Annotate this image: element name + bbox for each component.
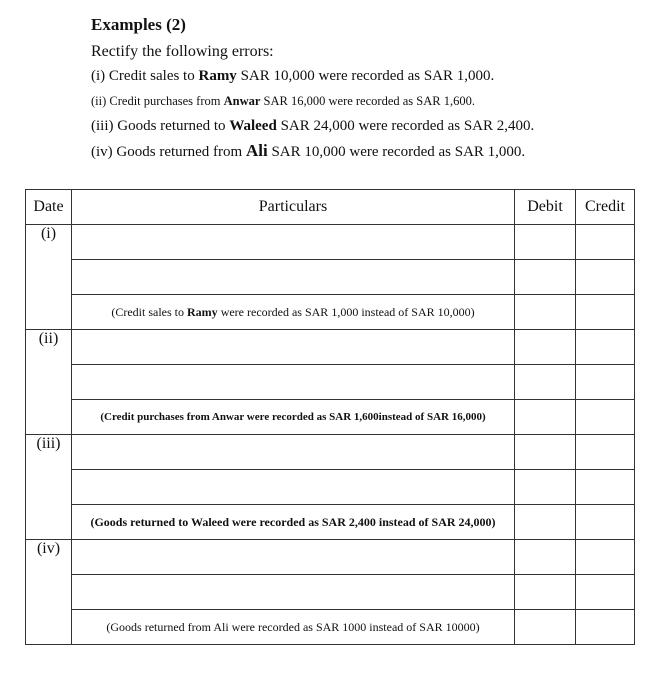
table-row bbox=[26, 540, 635, 575]
table-row bbox=[26, 330, 635, 365]
table-row bbox=[26, 225, 635, 260]
table-row bbox=[26, 505, 635, 540]
particulars-cell[interactable] bbox=[72, 540, 515, 575]
table-row bbox=[26, 260, 635, 295]
error-4-name: Ali bbox=[245, 141, 268, 160]
error-item-1 bbox=[91, 66, 534, 86]
exercise-title: Examples (2) bbox=[91, 15, 186, 34]
table-row bbox=[26, 435, 635, 470]
entry-date-4: (iv) bbox=[26, 540, 72, 645]
credit-cell[interactable] bbox=[576, 225, 635, 260]
column-header-particulars: Particulars bbox=[72, 190, 515, 225]
particulars-cell[interactable] bbox=[72, 435, 515, 470]
particulars-cell[interactable] bbox=[72, 470, 515, 505]
credit-cell[interactable] bbox=[576, 330, 635, 365]
table-row bbox=[26, 365, 635, 400]
error-3-prefix: (iii) Goods returned to bbox=[91, 118, 230, 134]
particulars-cell[interactable] bbox=[72, 330, 515, 365]
error-3-suffix: SAR 24,000 were recorded as SAR 2,400. bbox=[276, 118, 535, 134]
error-1-name: Ramy bbox=[198, 68, 237, 84]
narration-4: (Goods returned from Ali were recorded as SAR 1000 instead of SAR 10000) bbox=[72, 610, 515, 645]
entry-date-1: (i) bbox=[26, 225, 72, 330]
particulars-cell[interactable] bbox=[72, 225, 515, 260]
credit-cell[interactable] bbox=[576, 260, 635, 295]
journal-table bbox=[25, 189, 635, 645]
debit-cell[interactable] bbox=[515, 470, 576, 505]
error-4-suffix: SAR 10,000 were recorded as SAR 1,000. bbox=[267, 144, 526, 160]
particulars-cell[interactable] bbox=[72, 365, 515, 400]
debit-cell[interactable] bbox=[515, 295, 576, 330]
particulars-cell[interactable] bbox=[72, 575, 515, 610]
error-2-suffix: SAR 16,000 were recorded as SAR 1,600. bbox=[260, 94, 475, 108]
credit-cell[interactable] bbox=[576, 400, 635, 435]
credit-cell[interactable] bbox=[576, 505, 635, 540]
error-1-prefix: (i) Credit sales to bbox=[91, 68, 199, 84]
entry-date-3: (iii) bbox=[26, 435, 72, 540]
narration-1-suffix: were recorded as SAR 1,000 instead of SAR 10,000) bbox=[217, 304, 475, 319]
column-header-date: Date bbox=[26, 190, 72, 225]
narration-1-name: Ramy bbox=[187, 304, 218, 319]
credit-cell[interactable] bbox=[576, 435, 635, 470]
credit-cell[interactable] bbox=[576, 540, 635, 575]
error-item-4 bbox=[91, 141, 534, 162]
table-row bbox=[26, 470, 635, 505]
error-3-name: Waleed bbox=[229, 118, 277, 134]
credit-cell[interactable] bbox=[576, 295, 635, 330]
debit-cell[interactable] bbox=[515, 330, 576, 365]
narration-2: (Credit purchases from Anwar were recorded as SAR 1,600instead of SAR 16,000) bbox=[72, 400, 515, 435]
entry-date-2: (ii) bbox=[26, 330, 72, 435]
credit-cell[interactable] bbox=[576, 575, 635, 610]
debit-cell[interactable] bbox=[515, 260, 576, 295]
debit-cell[interactable] bbox=[515, 435, 576, 470]
error-item-2 bbox=[91, 91, 534, 111]
debit-cell[interactable] bbox=[515, 400, 576, 435]
exercise-header bbox=[91, 12, 534, 162]
error-2-name: Anwar bbox=[223, 94, 261, 108]
table-row bbox=[26, 610, 635, 645]
credit-cell[interactable] bbox=[576, 470, 635, 505]
debit-cell[interactable] bbox=[515, 505, 576, 540]
credit-cell[interactable] bbox=[576, 365, 635, 400]
narration-3: (Goods returned to Waleed were recorded as SAR 2,400 instead of SAR 24,000) bbox=[72, 505, 515, 540]
debit-cell[interactable] bbox=[515, 575, 576, 610]
narration-1-prefix: (Credit sales to bbox=[111, 304, 188, 319]
table-header-row bbox=[26, 190, 635, 225]
table-row bbox=[26, 575, 635, 610]
column-header-debit: Debit bbox=[515, 190, 576, 225]
debit-cell[interactable] bbox=[515, 610, 576, 645]
particulars-cell[interactable] bbox=[72, 260, 515, 295]
narration-1 bbox=[72, 295, 515, 330]
error-1-suffix: SAR 10,000 were recorded as SAR 1,000. bbox=[236, 68, 495, 84]
exercise-instruction: Rectify the following errors: bbox=[91, 43, 274, 60]
error-4-prefix: (iv) Goods returned from bbox=[91, 144, 246, 160]
error-item-3 bbox=[91, 116, 534, 136]
debit-cell[interactable] bbox=[515, 365, 576, 400]
credit-cell[interactable] bbox=[576, 610, 635, 645]
table-row bbox=[26, 400, 635, 435]
table-row bbox=[26, 295, 635, 330]
column-header-credit: Credit bbox=[576, 190, 635, 225]
debit-cell[interactable] bbox=[515, 225, 576, 260]
debit-cell[interactable] bbox=[515, 540, 576, 575]
error-2-prefix: (ii) Credit purchases from bbox=[91, 94, 224, 108]
